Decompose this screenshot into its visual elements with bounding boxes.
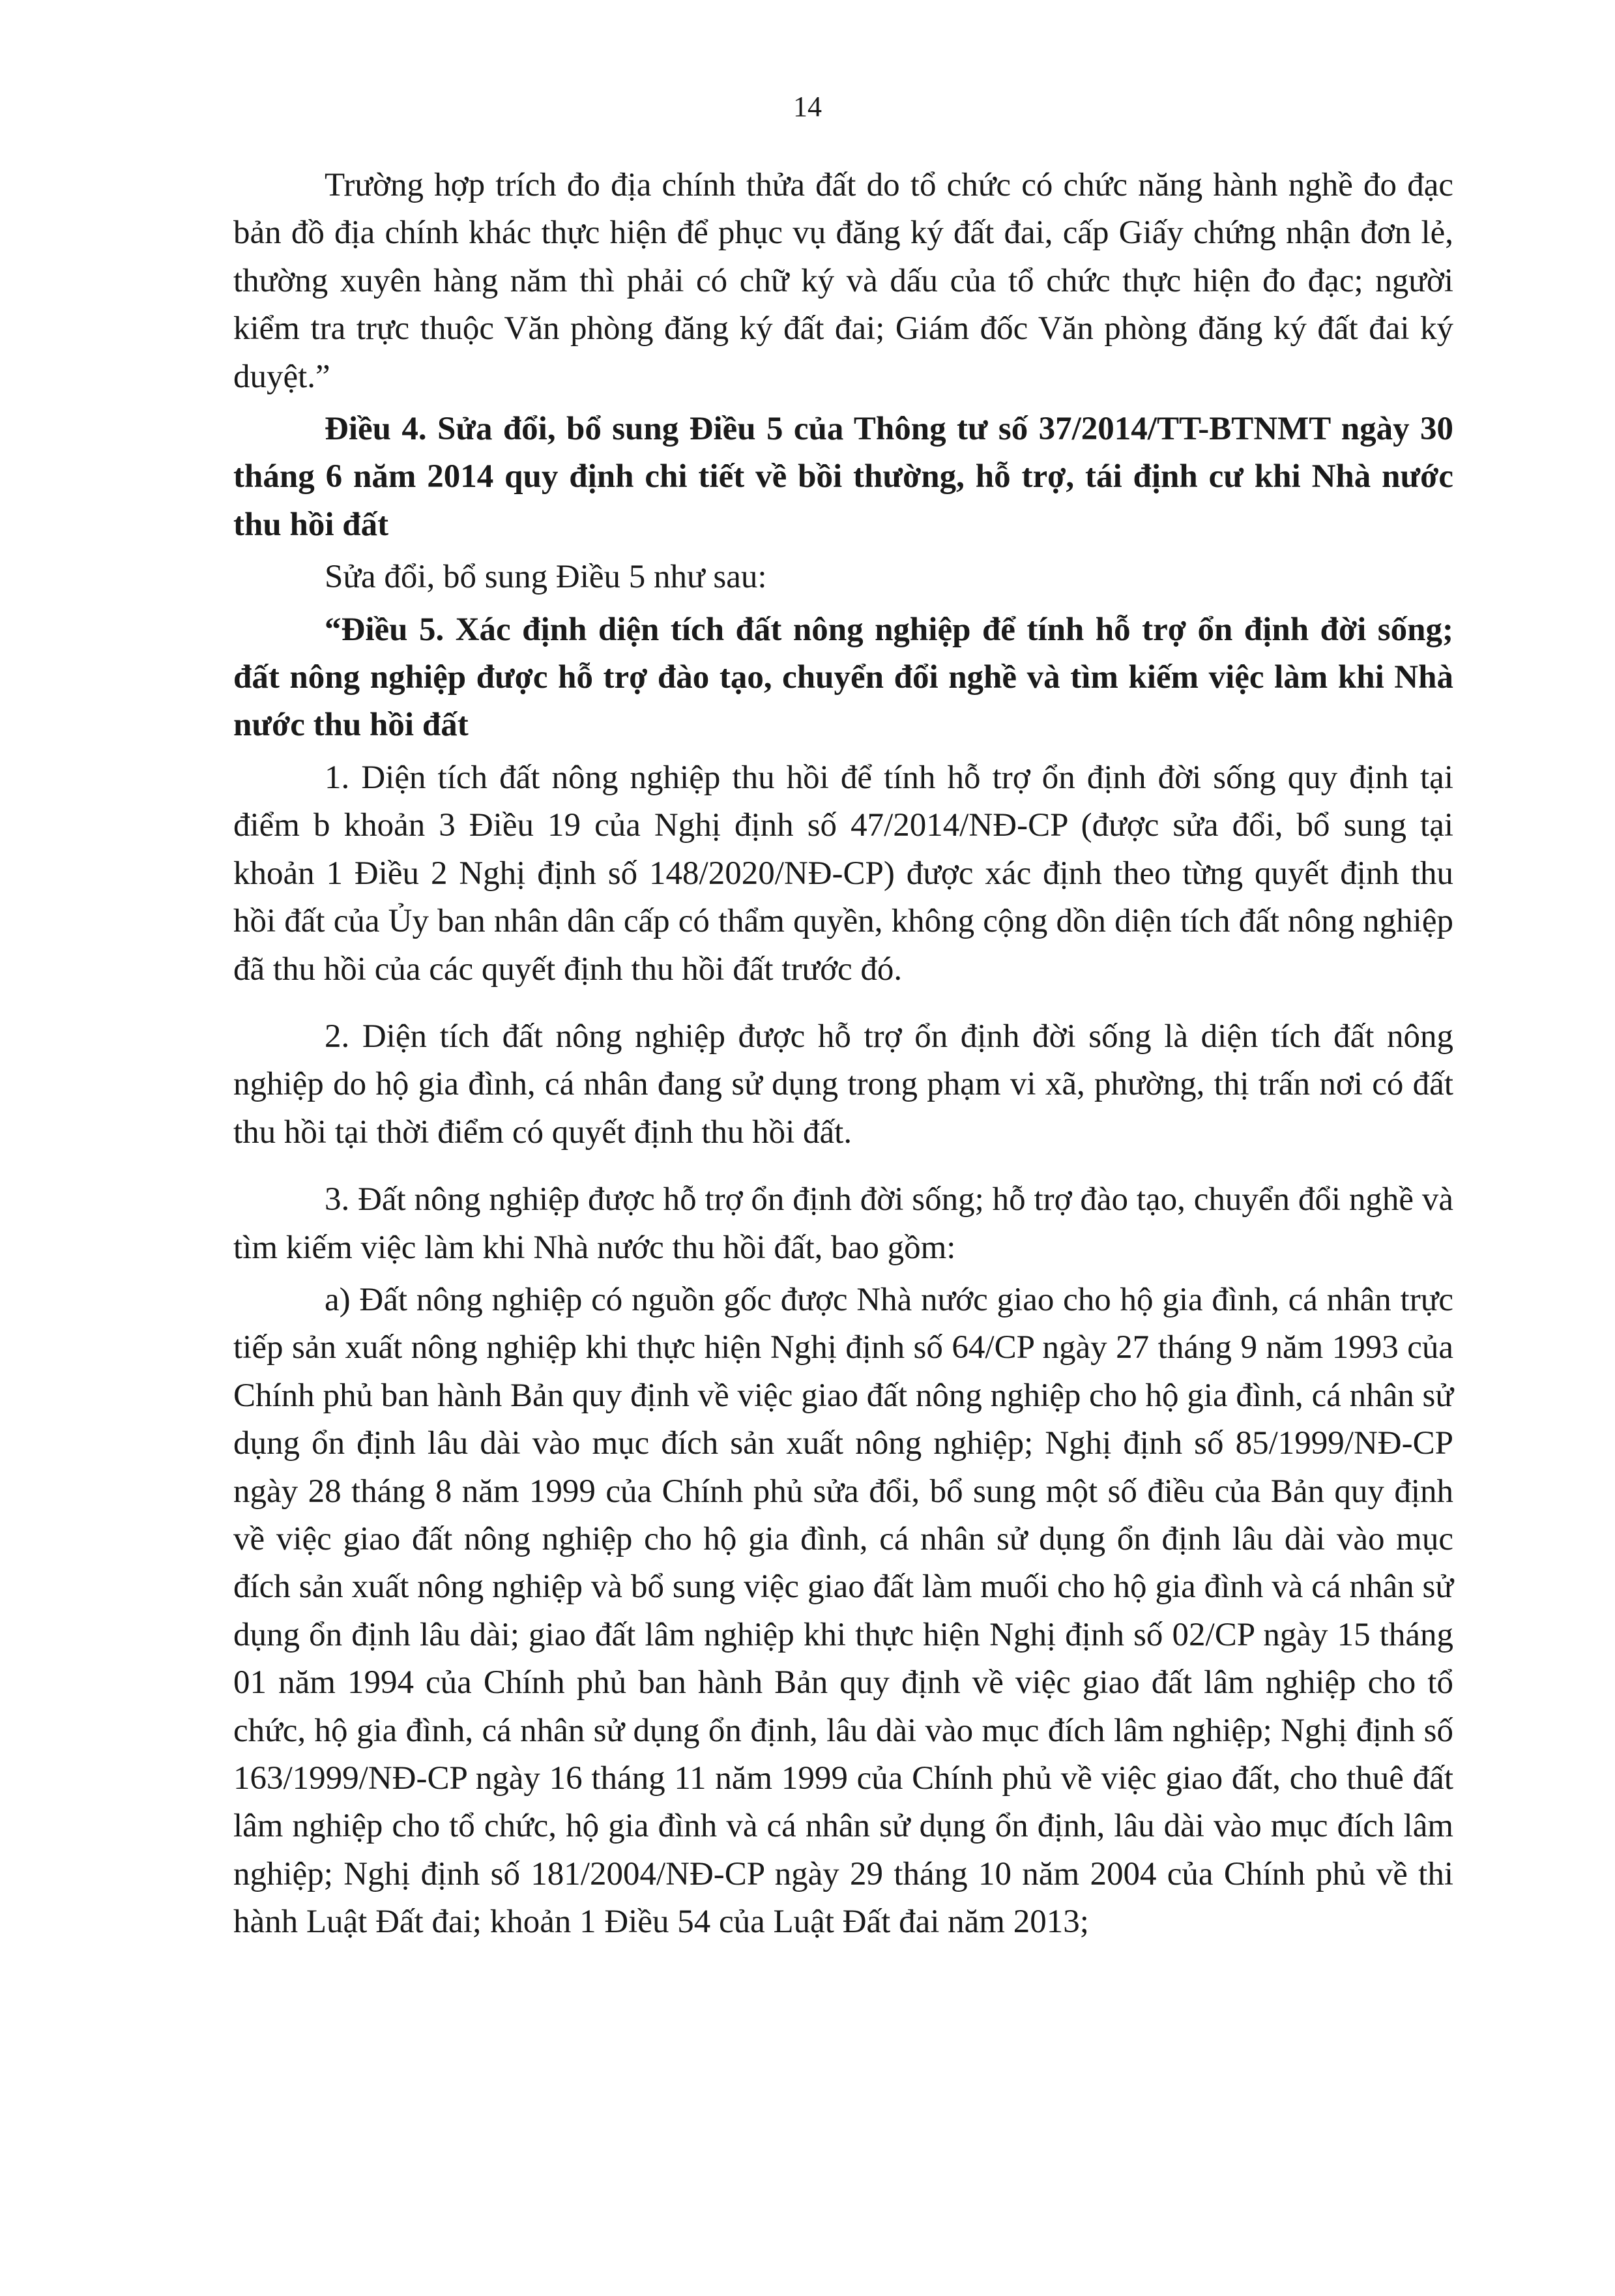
paragraph-survey-signature: Trường hợp trích đo địa chính thửa đất do tổ chức có chức năng hành nghề đo đạc bản đồ địa chính khác thực hiện để phục vụ đăng ký đất đai, cấp Giấy chứng nhận đơn lẻ, thường xuyên hàng năm thì phải có chữ ký và dấu của tổ chức thực hiện đo đạc; người kiểm tra trực thuộc Văn phòng đăng ký đất đai; Giám đốc Văn phòng đăng ký đất đai ký duyệt.” (233, 167, 1453, 395)
clause-2: 2. Diện tích đất nông nghiệp được hỗ trợ ổn định đời sống là diện tích đất nông nghiệp do hộ gia đình, cá nhân đang sử dụng trong phạm vi xã, phường, thị trấn nơi có đất thu hồi tại thời điểm có quyết định thu hồi đất. (233, 1018, 1453, 1151)
paragraph-amendment-intro: Sửa đổi, bổ sung Điều 5 như sau: (325, 559, 767, 596)
article-5-heading: “Điều 5. Xác định diện tích đất nông nghiệp để tính hỗ trợ ổn định đời sống; đất nông nghiệp được hỗ trợ đào tạo, chuyển đổi nghề và tìm kiếm việc làm khi Nhà nước thu hồi đất (233, 611, 1453, 744)
clause-1: 1. Diện tích đất nông nghiệp thu hồi để tính hỗ trợ ổn định đời sống quy định tại điểm b khoản 3 Điều 19 của Nghị định số 47/2014/NĐ-CP (được sửa đổi, bổ sung tại khoản 1 Điều 2 Nghị định số 148/2020/NĐ-CP) được xác định theo từng quyết định thu hồi đất của Ủy ban nhân dân cấp có thẩm quyền, không cộng dồn diện tích đất nông nghiệp đã thu hồi của các quyết định thu hồi đất trước đó. (233, 759, 1453, 988)
document-body (233, 162, 1453, 1947)
clause-3a: a) Đất nông nghiệp có nguồn gốc được Nhà nước giao cho hộ gia đình, cá nhân trực tiếp sản xuất nông nghiệp khi thực hiện Nghị định số 64/CP ngày 27 tháng 9 năm 1993 của Chính phủ ban hành Bản quy định về việc giao đất nông nghiệp cho hộ gia đình, cá nhân sử dụng ổn định lâu dài vào mục đích sản xuất nông nghiệp; Nghị định số 85/1999/NĐ-CP ngày 28 tháng 8 năm 1999 của Chính phủ sửa đổi, bổ sung một số điều của Bản quy định về việc giao đất nông nghiệp cho hộ gia đình, cá nhân sử dụng ổn định lâu dài vào mục đích sản xuất nông nghiệp và bổ sung việc giao đất làm muối cho hộ gia đình và cá nhân sử dụng ổn định lâu dài; giao đất lâm nghiệp khi thực hiện Nghị định số 02/CP ngày 15 tháng 01 năm 1994 của Chính phủ ban hành Bản quy định về việc giao đất lâm nghiệp cho tổ chức, hộ gia đình, cá nhân sử dụng ổn định, lâu dài vào mục đích lâm nghiệp; Nghị định số 163/1999/NĐ-CP ngày 16 tháng 11 năm 1999 của Chính phủ về việc giao đất, cho thuê đất lâm nghiệp cho tổ chức, hộ gia đình và cá nhân sử dụng ổn định, lâu dài vào mục đích lâm nghiệp; Nghị định số 181/2004/NĐ-CP ngày 29 tháng 10 năm 2004 của Chính phủ về thi hành Luật Đất đai; khoản 1 Điều 54 của Luật Đất đai năm 2013; (233, 1281, 1453, 1941)
clause-3: 3. Đất nông nghiệp được hỗ trợ ổn định đời sống; hỗ trợ đào tạo, chuyển đổi nghề và tìm kiếm việc làm khi Nhà nước thu hồi đất, bao gồm: (233, 1181, 1453, 1266)
article-4-heading: Điều 4. Sửa đổi, bổ sung Điều 5 của Thông tư số 37/2014/TT-BTNMT ngày 30 tháng 6 năm 2014 quy định chi tiết về bồi thường, hỗ trợ, tái định cư khi Nhà nước thu hồi đất (233, 411, 1453, 543)
page-number: 14 (793, 91, 822, 123)
